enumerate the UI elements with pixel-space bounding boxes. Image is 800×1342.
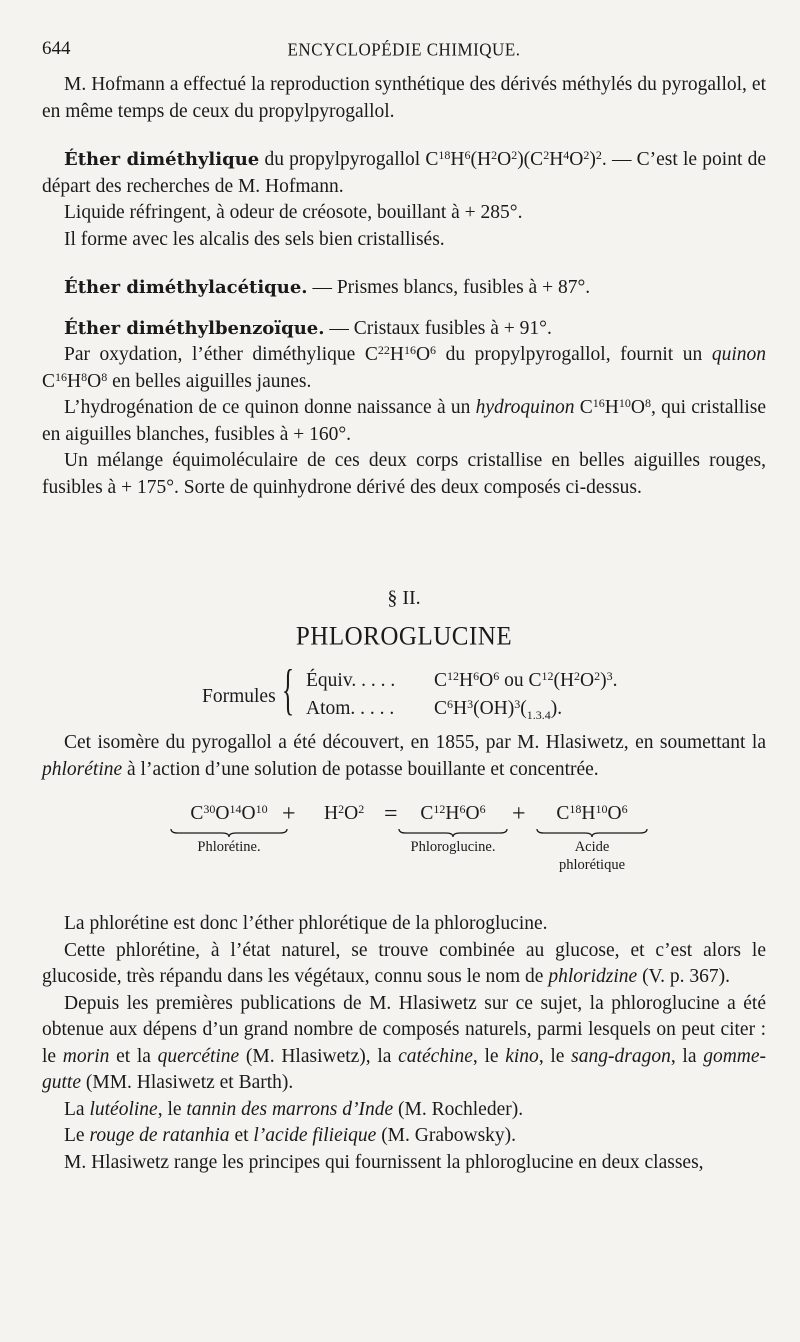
text-span: — Cristaux fusibles à + 91°. xyxy=(324,317,552,339)
formula-row-label: Atom. . . . . xyxy=(306,698,395,719)
hydrogenation-paragraph: L’hydrogénation de ce quinon donne naissance à un hydroquinon $C^{16}H^{10}O^8$, qui cristallise en aiguilles blanches, fusibles à + 160°. xyxy=(42,396,766,445)
text-span: (M. Hlasiwetz), la xyxy=(245,1045,392,1067)
italic-term: hydroquinon xyxy=(475,397,575,418)
phloretine-paragraph: La phlorétine est donc l’éther phlorétique de la phloroglucine. xyxy=(64,913,548,934)
running-title: ENCYCLOPÉDIE CHIMIQUE. xyxy=(287,39,521,60)
equation-term-phloroglucine xyxy=(398,801,508,856)
italic-term: phloridzine xyxy=(548,966,638,987)
italic-term: rouge de ratanhia xyxy=(89,1125,230,1146)
equals-sign: = xyxy=(384,801,398,827)
formula-text: $H^2O^2$ xyxy=(324,802,365,824)
page-header xyxy=(42,38,766,62)
text-span: Le xyxy=(64,1125,85,1146)
ether-dimethylique-title: Éther diméthylique xyxy=(64,149,260,170)
text-span: en belles aiguilles jaunes. xyxy=(112,370,312,392)
text-span: L’hydrogénation de ce quinon donne naissance à un xyxy=(64,397,471,418)
plus-sign: + xyxy=(512,801,526,827)
classes-paragraph: M. Hlasiwetz range les principes qui fournissent la phloroglucine en deux classes, xyxy=(64,1151,704,1173)
italic-term: lutéoline xyxy=(89,1098,158,1120)
ether-dimethylbenzoique-title: Éther diméthylbenzoïque. xyxy=(64,317,325,339)
text-line: Il forme avec les alcalis des sels bien cristallisés. xyxy=(64,228,445,250)
formula-caption: phlorétique xyxy=(558,856,626,873)
underbrace-icon xyxy=(536,828,648,838)
text-span: du propylpyrogallol xyxy=(264,149,421,170)
formula-row-label: Équiv. . . . . xyxy=(306,670,396,691)
section-heading: PHLOROGLUCINE xyxy=(295,621,513,651)
formula-caption: Phloroglucine. xyxy=(410,838,496,855)
ether-dimethylbenzoique-paragraph xyxy=(42,316,766,343)
italic-term: tannin des marrons d’Inde xyxy=(186,1098,394,1120)
text-span: , le xyxy=(538,1045,565,1067)
italic-term: kino xyxy=(505,1045,539,1067)
italic-term: sang-dragon xyxy=(571,1045,671,1067)
ratanhia-paragraph xyxy=(42,1123,766,1150)
italic-term: quercétine xyxy=(157,1045,240,1067)
text-span: , le xyxy=(472,1045,499,1067)
italic-term: phlorétine xyxy=(42,758,123,780)
text-span: Cet isomère du pyrogallol a été découvert, en 1855, par M. Hlasiwetz, en soumettant la xyxy=(64,732,766,753)
text-span: ou xyxy=(504,670,524,691)
text-span: (M. Rochleder). xyxy=(398,1098,524,1120)
equation-term-water xyxy=(324,801,364,828)
text-span: (MM. Hlasiwetz et Barth). xyxy=(85,1072,294,1093)
text-span: . — C’est le point de départ des recherches de M. Hofmann. xyxy=(42,149,766,197)
underbrace-icon xyxy=(170,828,288,838)
formula-equiv-row: Équiv. . . . . $C^{12}H^6O^6$ ou $C^{12}(H^2O^2)^3$. xyxy=(306,668,618,695)
text-line: Liquide réfringent, à odeur de créosote, bouillant à + 285°. xyxy=(64,202,523,223)
text-span: du propylpyrogallol, fournit un xyxy=(445,344,703,365)
text-span: Depuis les premières publications de M. Hlasiwetz sur ce sujet, la phloroglucine a été obtenue aux dépens d’un grand nombre de composés naturels, parmi lesquels on peut citer : le xyxy=(42,992,766,1067)
curly-brace: { xyxy=(282,659,295,721)
text-span: et xyxy=(234,1125,249,1146)
page-number: 644 xyxy=(42,38,71,59)
glucoside-paragraph xyxy=(42,938,766,991)
plus-sign: + xyxy=(282,801,296,827)
equation-term-acide-phloretique xyxy=(536,801,648,874)
page-body xyxy=(42,72,766,1176)
italic-term: morin xyxy=(62,1045,110,1067)
underbrace-icon xyxy=(398,828,508,838)
text-span: La xyxy=(64,1098,85,1120)
luteoline-paragraph xyxy=(42,1097,766,1124)
text-span: à l’action d’une solution de potasse bouillante et concentrée. xyxy=(127,758,599,780)
ether-dimethylique-paragraph: Éther diméthylique du propylpyrogallol $C^{18}H^6(H^2O^2)(C^2H^4O^2)^2$. — C’est le point de départ des recherches de M. Hofmann. xyxy=(42,148,766,197)
formulas-label: Formules xyxy=(202,686,276,707)
formula-caption: Acide xyxy=(574,838,610,855)
isomer-paragraph xyxy=(42,730,766,783)
formula-text: $C^{30}O^{14}O^{10}$ xyxy=(190,802,268,824)
italic-term: catéchine xyxy=(398,1045,473,1067)
italic-term: quinon xyxy=(711,344,767,365)
equation-term-phloretine xyxy=(170,801,288,856)
text-span: Par oxydation, l’éther diméthylique xyxy=(64,344,356,365)
italic-term: l’acide filieique xyxy=(253,1125,377,1146)
text-span: Cette phlorétine, à l’état naturel, se trouve combinée au glucose, et c’est alors le glucoside, très répandu dans les végétaux, connu sous le nom de xyxy=(42,939,766,987)
formula-caption: Phlorétine. xyxy=(197,838,261,855)
text-span: (V. p. 367). xyxy=(642,966,730,987)
text-span: , qui cristallise en aiguilles blanches, fusibles à + 160°. xyxy=(42,397,766,445)
text-span: , le xyxy=(157,1098,182,1120)
ether-dimethylacetique-title: Éther diméthylacétique. xyxy=(64,277,308,298)
formulas-block xyxy=(42,659,766,730)
formula-text: $C^{12}H^6O^6$ xyxy=(420,802,486,824)
text-span: et la xyxy=(116,1045,151,1067)
intro-paragraph: M. Hofmann a effectué la reproduction synthétique des dérivés méthylés du pyrogallol, et en même temps de ceux du propylpyrogallol. xyxy=(42,74,766,122)
text-span: , la xyxy=(670,1045,697,1067)
sources-paragraph xyxy=(42,991,766,1097)
reaction-equation xyxy=(42,801,766,885)
section-number: § II. xyxy=(387,587,421,609)
text-span: (M. Grabowsky). xyxy=(381,1125,517,1146)
italic-term: gomme-gutte xyxy=(42,1045,767,1093)
formula-atom-row: Atom. . . . . $C^6H^3(OH)^3(_{1.3.4})$. xyxy=(306,697,563,722)
ether-dimethylacetique-paragraph xyxy=(42,275,766,302)
mixture-paragraph: Un mélange équimoléculaire de ces deux corps cristallise en belles aiguilles rouges, fusibles à + 175°. Sorte de quinhydrone dérivé des deux composés ci-dessus. xyxy=(42,450,766,498)
formula-text: $C^{18}H^{10}O^6$ xyxy=(556,802,628,824)
text-span: — Prismes blancs, fusibles à + 87°. xyxy=(307,277,591,298)
oxidation-paragraph: Par oxydation, l’éther diméthylique $C^{22}H^{16}O^6$ du propylpyrogallol, fournit un quinon $C^{16}H^8O^8$ en belles aiguilles jaunes. xyxy=(42,343,767,392)
